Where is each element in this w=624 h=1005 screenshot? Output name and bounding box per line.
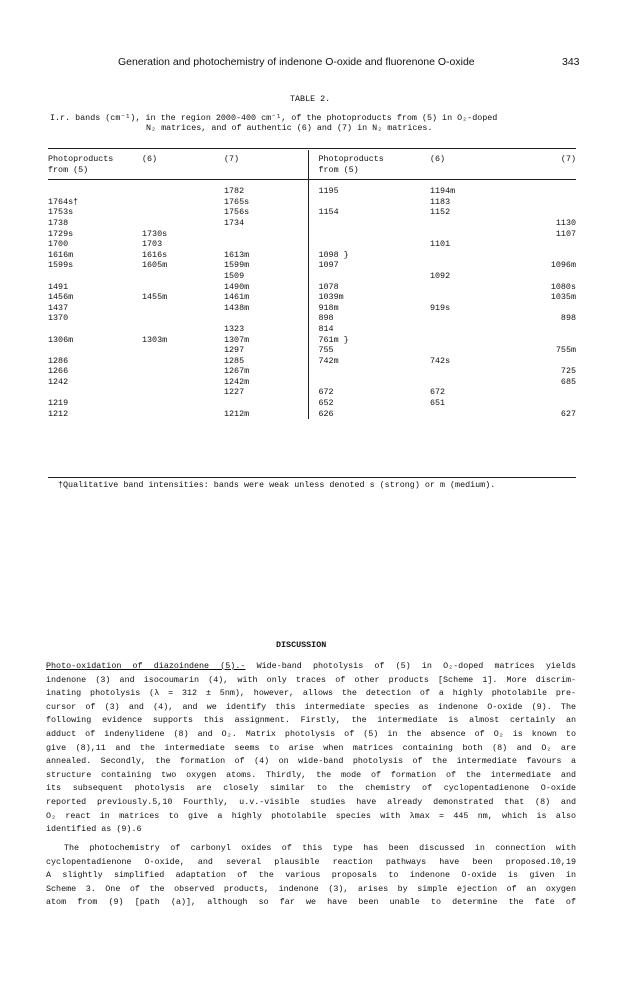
table-cell: 1323 xyxy=(224,323,245,334)
table-cell xyxy=(418,377,512,388)
table-cell: 672 xyxy=(308,387,418,398)
table-cell xyxy=(48,345,132,356)
paragraph-line: cyclopentadienone O-oxide, and several plausible reaction pathways have been proposed.10,19 xyxy=(46,856,576,867)
table-cell xyxy=(418,260,512,271)
table-cell: 1078 xyxy=(308,282,418,293)
paragraph-line: indenone (3) and isocoumarin (4), with only traces of other products [Scheme 1]. More discrim- xyxy=(46,674,576,685)
table-cell: 1782 xyxy=(224,186,245,197)
table-cell xyxy=(132,282,224,293)
table-cell: 1764s† xyxy=(48,196,79,207)
table-cell: 1437 xyxy=(48,302,69,313)
paragraph-line: A slightly simplified adaptation of the various proposals to indenone O-oxide is given in xyxy=(46,870,576,881)
table-cell: 1703 xyxy=(142,239,163,250)
table-cell: 1491 xyxy=(48,281,69,292)
table-cell xyxy=(512,197,576,208)
table-row xyxy=(48,324,576,335)
table-cell: 1080s xyxy=(550,281,576,292)
table-cell xyxy=(418,250,512,261)
col-header-photoproducts-left: Photoproducts from (5) xyxy=(48,150,132,180)
table-cell: 1097 xyxy=(308,260,418,271)
table-row xyxy=(48,409,576,420)
table-spacer-cell xyxy=(48,419,576,425)
paragraph-line: O₂ react in matrices to give a highly photolabile species with λmax = 445 nm, which is also xyxy=(46,810,576,821)
paragraph-line: annealed. Secondly, the formation of (4) on wide-band photolysis of the intermediate favours a xyxy=(46,756,576,767)
table-cell xyxy=(132,345,224,356)
table-cell xyxy=(512,356,576,367)
paragraph-line: adduct of indenylidene (8) and O₂. Matrix photolysis of (5) in the absence of O₂ is known to xyxy=(46,728,576,739)
table-cell: 672 xyxy=(430,387,446,398)
table-cell xyxy=(308,271,418,282)
table-cell: 725 xyxy=(560,366,576,377)
table-footnote: †Qualitative band intensities: bands were weak unless denoted s (strong) or m (medium). xyxy=(58,480,496,490)
table-row xyxy=(48,292,576,303)
table-cell: 1212 xyxy=(48,408,69,419)
paragraph-line: its subsequent photolysis are closely similar to the chemistry of cyclopentadienone O-oxide xyxy=(46,783,576,794)
table-body xyxy=(48,180,576,426)
table-cell xyxy=(308,377,418,388)
table-row xyxy=(48,356,576,367)
section-heading: DISCUSSION xyxy=(276,640,327,650)
discussion-paragraph-2 xyxy=(46,842,576,910)
table-cell: 919s xyxy=(430,302,451,313)
ir-bands-table xyxy=(48,150,576,425)
table-row xyxy=(48,207,576,218)
table-cell: 1039m xyxy=(308,292,418,303)
running-header-title: Generation and photochemistry of indenone O-oxide and fluorenone O-oxide xyxy=(118,56,475,68)
table-cell xyxy=(48,324,132,335)
table-cell xyxy=(308,218,418,229)
table-row xyxy=(48,387,576,398)
table-cell: 898 xyxy=(560,313,576,324)
table-row xyxy=(48,366,576,377)
table-cell: 1107 xyxy=(555,228,576,239)
table-cell xyxy=(224,398,308,409)
table-row xyxy=(48,313,576,324)
table-cell xyxy=(418,409,512,420)
table-cell: 742m xyxy=(308,356,418,367)
table-cell: 1455m xyxy=(142,292,168,303)
table-row xyxy=(48,229,576,240)
table-row xyxy=(48,377,576,388)
table-caption-line-2: N₂ matrices, and of authentic (6) and (7) in N₂ matrices. xyxy=(146,123,433,133)
table-cell: 627 xyxy=(560,408,576,419)
table-cell xyxy=(418,282,512,293)
table-cell xyxy=(48,387,132,398)
table-cell: 626 xyxy=(308,409,418,420)
table-cell xyxy=(512,271,576,282)
col-header-photoproducts-right: Photoproducts from (5) xyxy=(308,150,418,180)
table-cell: 1765s xyxy=(224,196,250,207)
table-cell xyxy=(132,398,224,409)
table-cell: 1096m xyxy=(550,260,576,271)
paragraph-line: reported previously.5,10 Fourthly, u.v.-visible studies have already demonstrated that (8) and xyxy=(46,796,576,807)
table-cell xyxy=(418,292,512,303)
table-row xyxy=(48,218,576,229)
table-bottom-rule xyxy=(48,477,576,478)
table-cell xyxy=(308,239,418,250)
paragraph-line: cursor of (3) and (4), and we identify this intermediate species as indenone O-oxide (9). The xyxy=(46,701,576,712)
table-cell: 1183 xyxy=(430,196,451,207)
table-cell: 1286 xyxy=(48,355,69,366)
table-cell: 1509 xyxy=(224,270,245,281)
table-row xyxy=(48,303,576,314)
table-cell: 761m } xyxy=(308,335,418,346)
table-row xyxy=(48,398,576,409)
table-cell xyxy=(224,229,308,240)
table-cell: 1306m xyxy=(48,334,74,345)
paragraph-line: The photochemistry of carbonyl oxides of this type has been discussed in connection with xyxy=(64,843,576,853)
table-row xyxy=(48,282,576,293)
table-cell: 1729s xyxy=(48,228,74,239)
table-cell xyxy=(512,207,576,218)
table-cell: 1490m xyxy=(224,281,250,292)
table-cell xyxy=(418,366,512,377)
table-cell: 742s xyxy=(430,355,451,366)
paragraph-line: inating photolysis (λ = 312 ± 5nm), however, allows the detection of a highly photolabile pre- xyxy=(46,688,576,699)
table-cell xyxy=(512,398,576,409)
table-cell xyxy=(512,180,576,197)
table-cell: 1616s xyxy=(142,249,168,260)
table-cell xyxy=(512,335,576,346)
table-cell xyxy=(132,366,224,377)
table-cell xyxy=(132,197,224,208)
paragraph-line: atom from (9) [path (a)], although so far we have been unable to determine the fate of xyxy=(46,897,576,908)
table-cell: 1303m xyxy=(142,334,168,345)
table-cell: 1297 xyxy=(224,345,245,356)
table-row xyxy=(48,197,576,208)
table-cell: 1738 xyxy=(48,217,69,228)
table-cell xyxy=(512,250,576,261)
table-cell: 1370 xyxy=(48,313,69,324)
table-cell xyxy=(308,229,418,240)
table-cell: 1605m xyxy=(142,260,168,271)
table-cell: 1613m xyxy=(224,249,250,260)
table-cell: 1212m xyxy=(224,408,250,419)
table-cell: 651 xyxy=(430,398,446,409)
table-cell: 1599m xyxy=(224,260,250,271)
table-cell: 1092 xyxy=(430,270,451,281)
table-cell: 1753s xyxy=(48,207,74,218)
table-cell: 1242 xyxy=(48,376,69,387)
table-cell: 1152 xyxy=(430,207,451,218)
table-header-row xyxy=(48,150,576,180)
table-cell: 1756s xyxy=(224,207,250,218)
table-row xyxy=(48,250,576,261)
table-cell xyxy=(132,218,224,229)
discussion-paragraph-1 xyxy=(46,660,576,837)
table-cell xyxy=(418,324,512,335)
table-label: TABLE 2. xyxy=(290,94,331,104)
table-cell xyxy=(418,229,512,240)
page-number: 343 xyxy=(562,56,580,68)
table-cell xyxy=(132,303,224,314)
table-cell: 1616m xyxy=(48,249,74,260)
table-caption-line-1: I.r. bands (cm⁻¹), in the region 2000-400 cm⁻¹, of the photoproducts from (5) in O₂-doped xyxy=(50,113,498,123)
table-cell: 814 xyxy=(308,324,418,335)
paragraph-line: following evidence supports this assignment. Firstly, the intermediate is almost certainly an xyxy=(46,715,576,726)
table-row xyxy=(48,260,576,271)
paragraph-line: identified as (9).6 xyxy=(46,824,142,835)
table-cell xyxy=(48,271,132,282)
table-spacer-row xyxy=(48,419,576,425)
table-cell: 755 xyxy=(308,345,418,356)
col-header-7-left: (7) xyxy=(224,150,308,180)
col-header-6-right: (6) xyxy=(418,150,512,180)
table-cell xyxy=(132,377,224,388)
table-cell: 652 xyxy=(308,398,418,409)
table-cell: 1101 xyxy=(430,239,451,250)
table-cell xyxy=(132,356,224,367)
table-row xyxy=(48,345,576,356)
table-cell xyxy=(418,335,512,346)
table-cell xyxy=(132,313,224,324)
table-cell: 1307m xyxy=(224,334,250,345)
table-cell: 1219 xyxy=(48,398,69,409)
table-cell: 685 xyxy=(560,376,576,387)
table-cell: 1456m xyxy=(48,292,74,303)
table-cell xyxy=(224,313,308,324)
table-cell xyxy=(132,207,224,218)
table-cell: 1438m xyxy=(224,302,250,313)
table-cell: 1035m xyxy=(550,292,576,303)
table-cell: 1700 xyxy=(48,239,69,250)
table-cell xyxy=(512,303,576,314)
col-header-7-right: (7) xyxy=(512,150,576,180)
table-cell xyxy=(512,387,576,398)
table-cell: 755m xyxy=(555,345,576,356)
table-cell: 1130 xyxy=(555,217,576,228)
table-cell xyxy=(132,271,224,282)
table-cell xyxy=(418,345,512,356)
paragraph-line: Scheme 3. One of the observed products, indenone (3), arises by simple ejection of an oxygen xyxy=(46,883,576,894)
table-cell: 1242m xyxy=(224,376,250,387)
table-cell: 1461m xyxy=(224,292,250,303)
table-cell xyxy=(48,180,132,197)
table-cell: 918m xyxy=(308,303,418,314)
table-cell xyxy=(308,366,418,377)
table-cell xyxy=(132,324,224,335)
table-cell: 1266 xyxy=(48,366,69,377)
table-cell: 1267m xyxy=(224,366,250,377)
table-row xyxy=(48,335,576,346)
table-cell: 1285 xyxy=(224,355,245,366)
paragraph-line: give (8),11 and the intermediate seems to arise when matrices containing both (8) and O₂ are xyxy=(46,742,576,753)
table-cell: 1599s xyxy=(48,260,74,271)
table-cell xyxy=(132,409,224,420)
table-cell xyxy=(132,180,224,197)
table-row xyxy=(48,239,576,250)
table-cell: 1098 } xyxy=(308,250,418,261)
table-row xyxy=(48,180,576,197)
table-cell xyxy=(418,313,512,324)
table-cell xyxy=(308,197,418,208)
table-cell: 1227 xyxy=(224,387,245,398)
paragraph-line: structure containing two oxygen atoms. Thirdly, the mode of formation of the intermediate and xyxy=(46,769,576,780)
table-cell xyxy=(132,387,224,398)
table-cell xyxy=(418,218,512,229)
paragraph-line-text: Wide-band photolysis of (5) in O₂-doped matrices yields xyxy=(256,661,577,671)
paragraph-line xyxy=(46,660,576,674)
table-cell xyxy=(512,324,576,335)
table-top-rule xyxy=(48,148,576,149)
table-cell: 1154 xyxy=(308,207,418,218)
paragraph-lead-title: Photo-oxidation of diazoindene (5).- xyxy=(46,661,246,671)
table-cell: 1194m xyxy=(430,186,456,197)
col-header-6-left: (6) xyxy=(132,150,224,180)
table-cell: 1730s xyxy=(142,228,168,239)
table-cell: 898 xyxy=(308,313,418,324)
table-cell: 1734 xyxy=(224,217,245,228)
table-cell xyxy=(224,239,308,250)
table-cell xyxy=(512,239,576,250)
table-row xyxy=(48,271,576,282)
table-cell: 1195 xyxy=(308,180,418,197)
